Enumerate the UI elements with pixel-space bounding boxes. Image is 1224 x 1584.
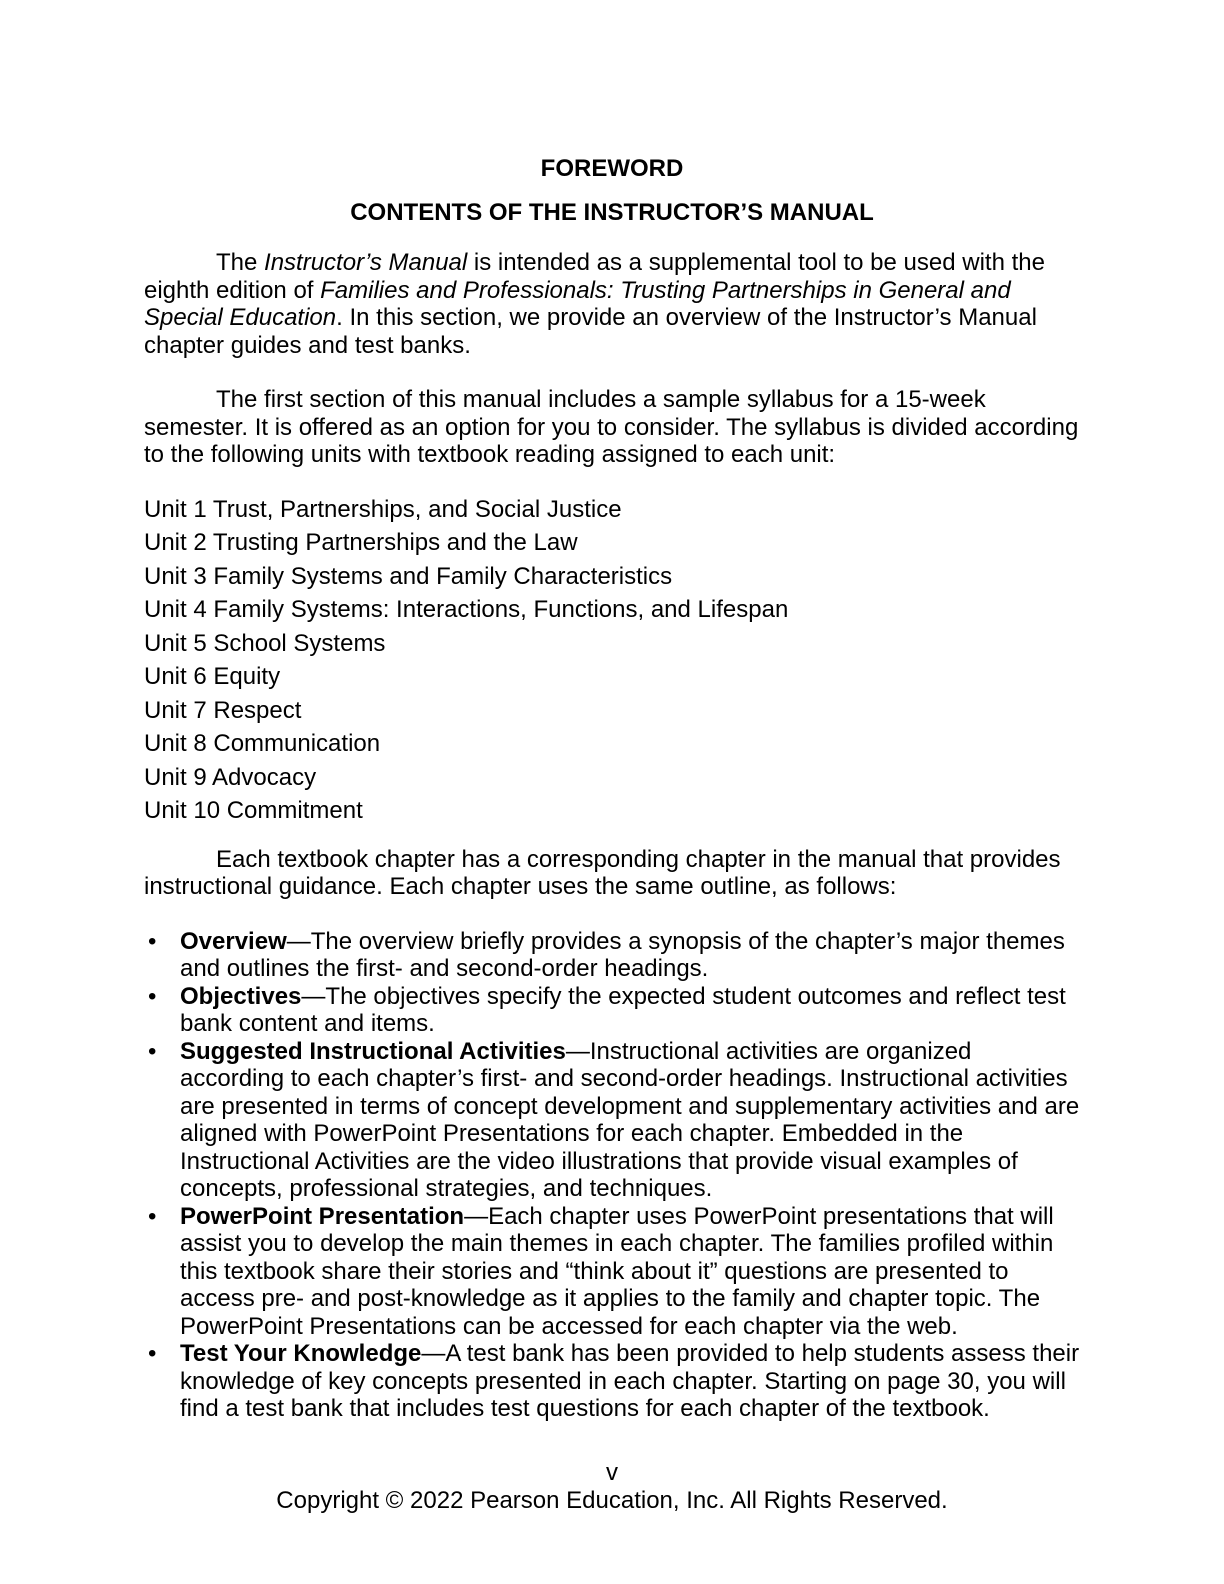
bullet-lead: Overview — [180, 927, 287, 955]
bullet-text: —Instructional activities are organized according to each chapter’s first- and second-order headings. Instructional activities are presented in terms of concept development and supplementary activities and are aligned with PowerPoint Presentations for each chapter. Embedded in the Instructional Activities are the video illustrations that provide visual examples of concepts, professional strategies, and techniques. — [180, 1037, 1080, 1202]
bullet-lead: Suggested Instructional Activities — [180, 1037, 566, 1065]
text-segment: is intended as a supplemental tool to be used with the eighth edition of — [144, 249, 1045, 304]
unit-item: Unit 9 Advocacy — [144, 763, 317, 791]
bullet-text: —A test bank has been provided to help students assess their knowledge of key concepts presented in each chapter. Starting on page 30, you will find a test bank that includes test questions for each chapter of the textbook. — [180, 1340, 1080, 1422]
bullet-item — [144, 1340, 1080, 1423]
bullet-text: —The objectives specify the expected student outcomes and reflect test bank content and items. — [180, 982, 1066, 1037]
text-segment: The — [216, 249, 265, 276]
text-segment: Families and Professionals: Trusting Partnerships in General and Special Education — [144, 276, 1011, 331]
contents-heading: CONTENTS OF THE INSTRUCTOR’S MANUAL — [350, 198, 874, 226]
page-content — [144, 155, 1080, 1423]
units-list — [144, 496, 1080, 825]
bullet-text: —The overview briefly provides a synopsis of the chapter’s major themes and outlines the first- and second-order headings. — [180, 927, 1065, 982]
bullet-lead: Objectives — [180, 982, 302, 1010]
text-segment: Instructor’s Manual — [264, 249, 468, 276]
unit-item: Unit 8 Communication — [144, 730, 381, 757]
unit-item: Unit 4 Family Systems: Interactions, Functions, and Lifespan — [144, 596, 789, 623]
bullet-list — [144, 928, 1080, 1423]
copyright-line: Copyright © 2022 Pearson Education, Inc. All Rights Reserved. — [276, 1486, 948, 1514]
text-segment: . In this section, we provide an overview of the Instructor’s Manual chapter guides and test banks. — [144, 304, 1037, 359]
text-segment: The first section of this manual includes a sample syllabus for a 15-week semester. It is offered as an option for you to consider. The syllabus is divided according to the following units with textbook reading assigned to each unit: — [144, 386, 1079, 468]
unit-item: Unit 10 Commitment — [144, 797, 363, 824]
bullet-item — [144, 1203, 1080, 1341]
bullet-lead: Test Your Knowledge — [180, 1340, 422, 1367]
bullet-lead: PowerPoint Presentation — [180, 1202, 465, 1230]
foreword-heading: FOREWORD — [540, 155, 684, 182]
unit-item: Unit 5 School Systems — [144, 629, 386, 657]
unit-item: Unit 3 Family Systems and Family Characteristics — [144, 562, 673, 590]
bullet-icon: • — [148, 982, 157, 1010]
bullet-item — [144, 928, 1080, 983]
page-number: v — [606, 1459, 618, 1486]
page-footer — [0, 1459, 1224, 1514]
bullet-icon: • — [148, 1202, 157, 1230]
bullet-item — [144, 1038, 1080, 1203]
text-segment: Each textbook chapter has a corresponding chapter in the manual that provides instructional guidance. Each chapter uses the same outline, as follows: — [144, 845, 1061, 900]
bullet-icon: • — [148, 1340, 157, 1367]
bullet-icon: • — [148, 927, 157, 955]
unit-item: Unit 6 Equity — [144, 663, 281, 690]
unit-item: Unit 1 Trust, Partnerships, and Social Justice — [144, 495, 622, 523]
outline-paragraph — [144, 846, 1080, 901]
syllabus-paragraph — [144, 386, 1080, 469]
bullet-icon: • — [148, 1037, 157, 1065]
bullet-text: —Each chapter uses PowerPoint presentations that will assist you to develop the main themes in each chapter. The families profiled within this textbook share their stories and “think about it” questions are presented to access pre- and post-knowledge as it applies to the family and chapter topic. The PowerPoint Presentations can be accessed for each chapter via the web. — [180, 1202, 1054, 1340]
unit-item: Unit 2 Trusting Partnerships and the Law — [144, 529, 578, 556]
intro-paragraph — [144, 249, 1080, 359]
unit-item: Unit 7 Respect — [144, 696, 302, 724]
bullet-item — [144, 983, 1080, 1038]
